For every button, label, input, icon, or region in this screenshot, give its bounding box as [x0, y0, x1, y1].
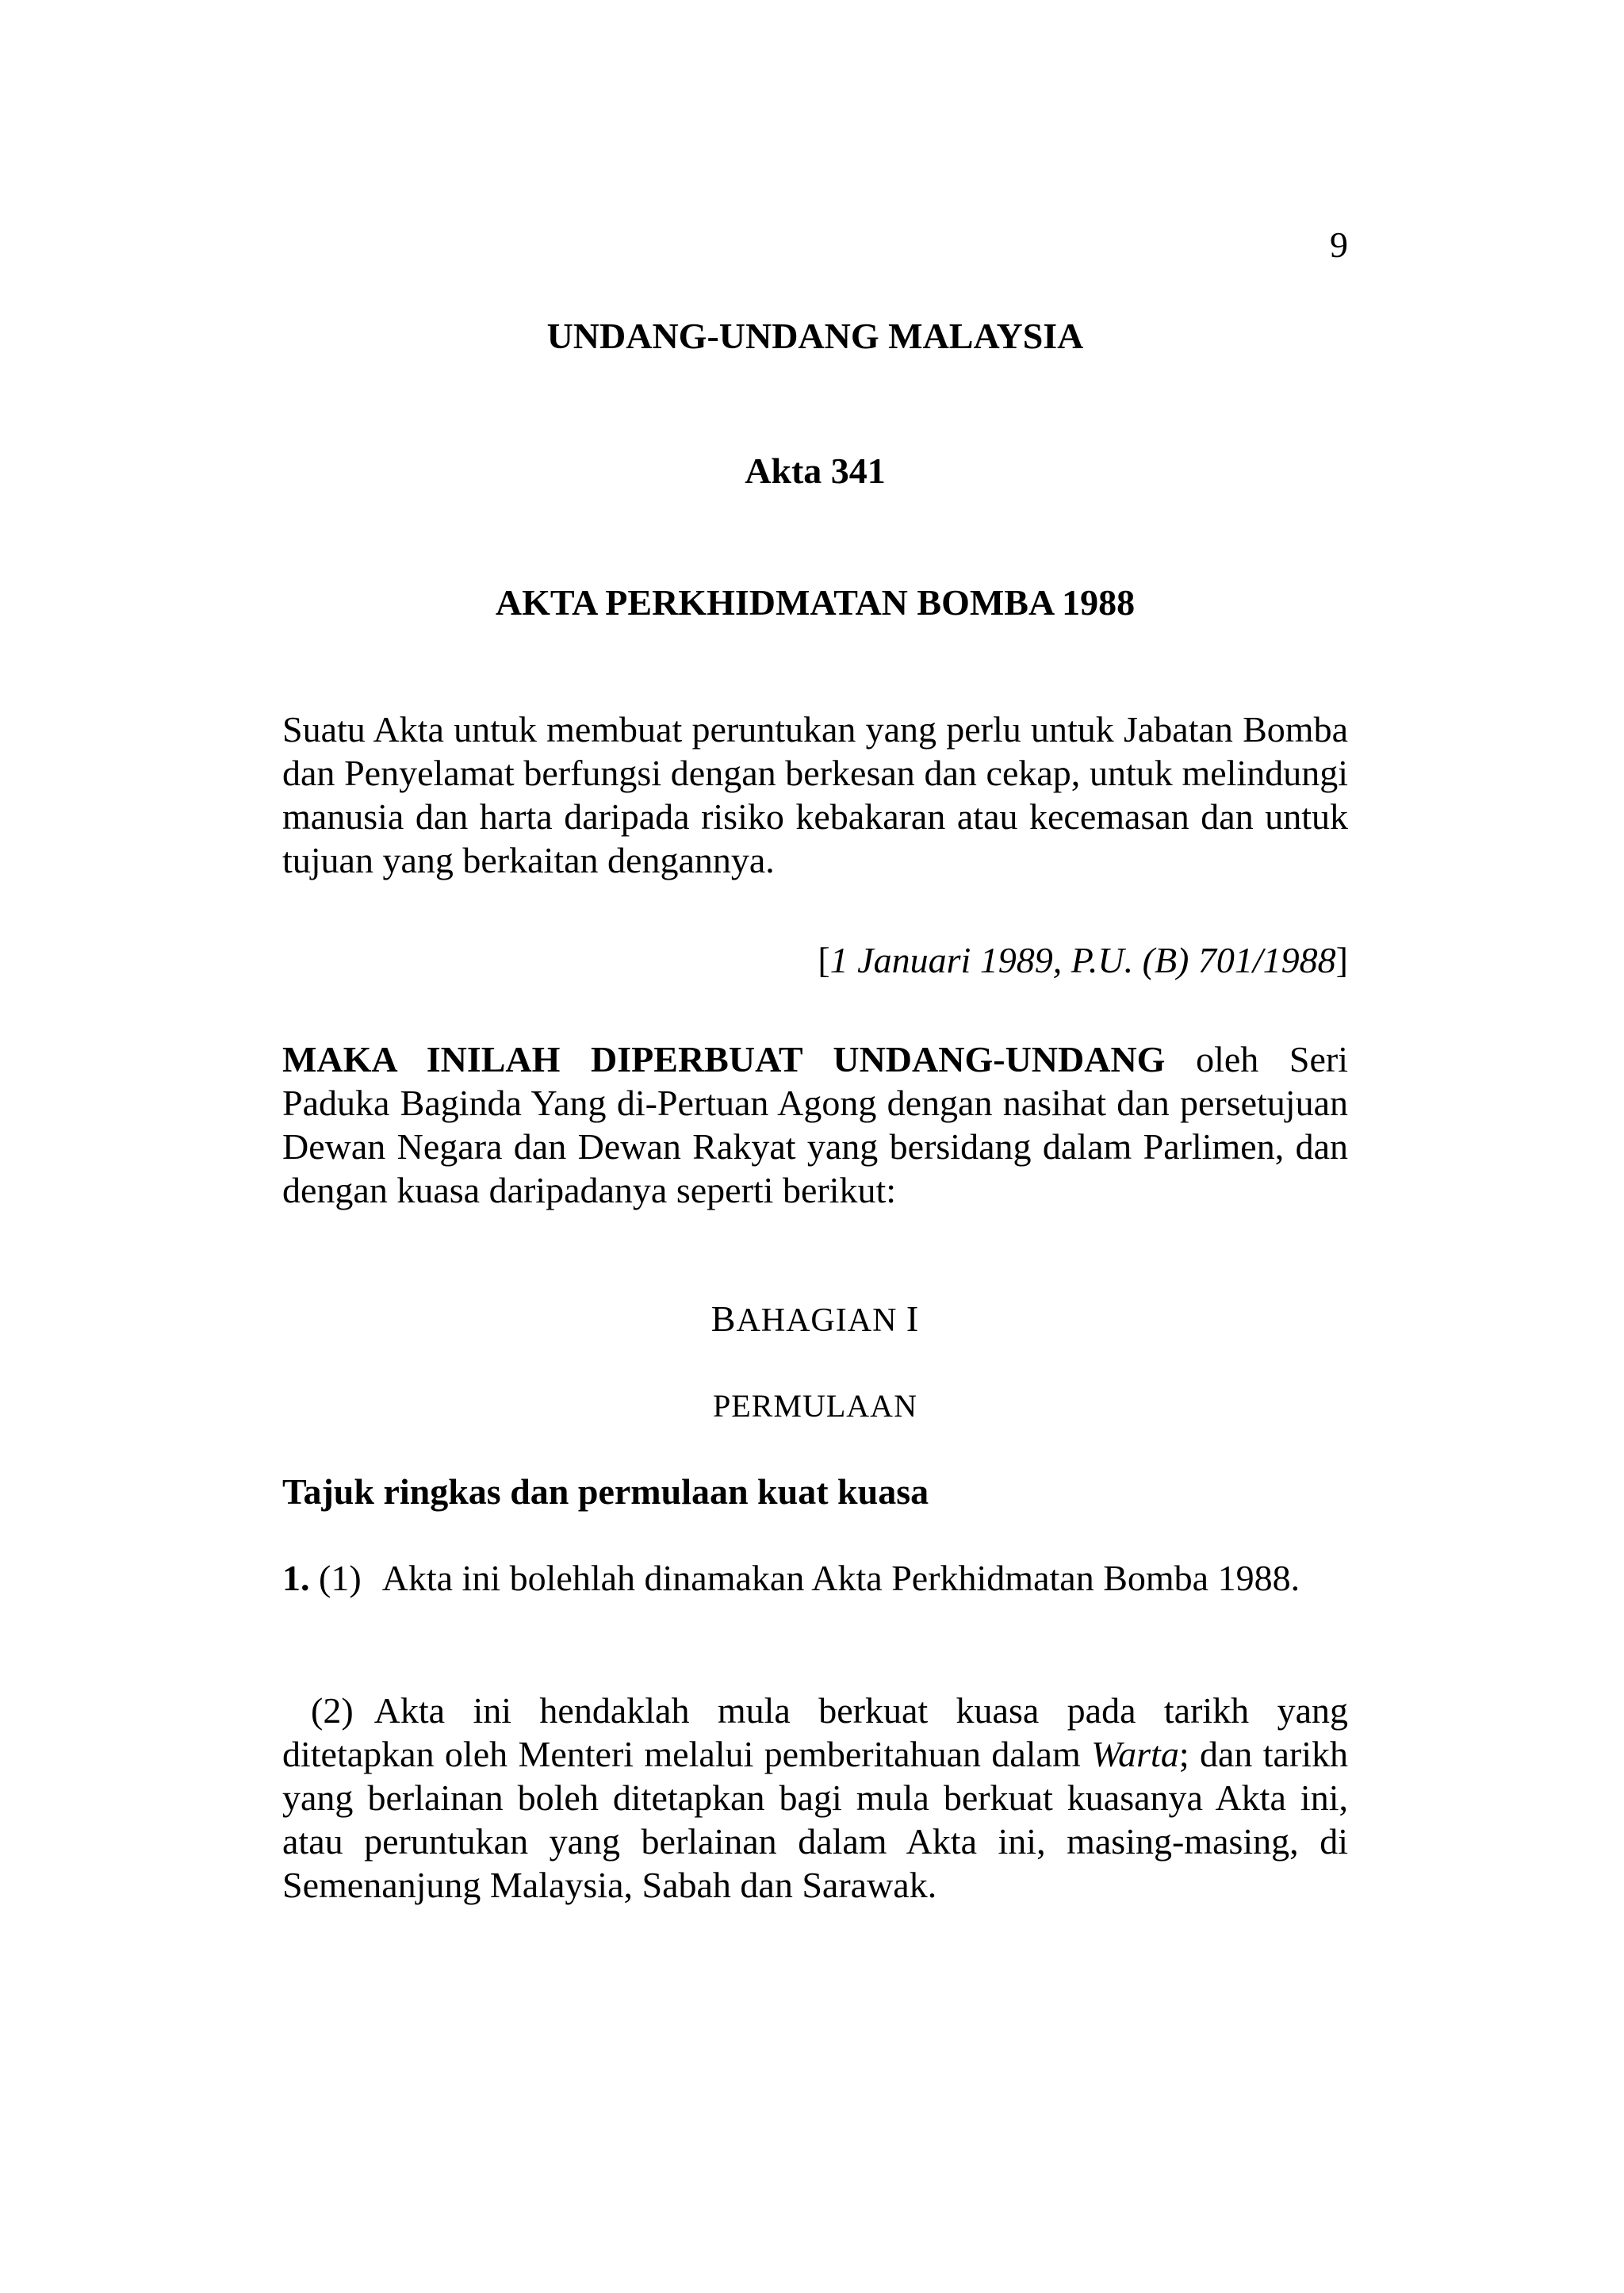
act-name: AKTA PERKHIDMATAN BOMBA 1988	[495, 582, 1136, 623]
subsection-2	[282, 1689, 1348, 1907]
subsection-2-text-before: Akta ini hendaklah mula berkuat kuasa pada tarikh yang ditetapkan oleh Menteri melalui pemberitahuan dalam	[282, 1690, 1348, 1774]
subsection-1-text: Akta ini bolehlah dinamakan Akta Perkhidmatan Bomba 1988.	[381, 1558, 1300, 1598]
section-number: 1.	[282, 1558, 310, 1598]
part-heading-initial: B	[710, 1298, 737, 1339]
subsection-2-label: (2)	[311, 1690, 354, 1731]
subsection-1-label: (1)	[319, 1558, 362, 1598]
bracket-open: [	[818, 940, 830, 980]
enacting-formula	[282, 1037, 1348, 1212]
warta-italic: Warta	[1091, 1734, 1179, 1774]
part-heading-numeral: I	[906, 1298, 920, 1339]
enacting-formula-text: oleh Seri Paduka Baginda Yang di-Pertuan Agong dengan nasihat dan persetujuan Dewan Negara dan Dewan Rakyat yang bersidang dalam Parlimen, dan dengan kuasa daripadanya seperti berikut:	[282, 1039, 1349, 1210]
enactment-date	[282, 938, 1348, 982]
long-title: Suatu Akta untuk membuat peruntukan yang perlu untuk Jabatan Bomba dan Penyelamat berfungsi dengan berkesan dan cekap, untuk melindungi manusia dan harta daripada risiko kebakaran atau kecemasan dan untuk tujuan yang berkaitan dengannya.	[282, 709, 1348, 880]
law-title: UNDANG-UNDANG MALAYSIA	[546, 316, 1084, 356]
subsection-1	[282, 1556, 1348, 1600]
section-heading: Tajuk ringkas dan permulaan kuat kuasa	[282, 1471, 929, 1512]
act-number: Akta 341	[745, 451, 886, 491]
subsection-2-text-after: ; dan tarikh yang berlainan boleh ditetapkan bagi mula berkuat kuasanya Akta ini, atau peruntukan yang berlainan dalam Akta ini, masing-masing, di Semenanjung Malaysia, Sabah dan Sarawak.	[282, 1734, 1348, 1905]
page-number: 9	[1330, 224, 1348, 265]
enacting-formula-lead: MAKA INILAH DIPERBUAT UNDANG-UNDANG	[282, 1039, 1166, 1079]
part-heading	[282, 1298, 1348, 1339]
bracket-close: ]	[1335, 940, 1348, 980]
part-title: PERMULAAN	[713, 1388, 917, 1424]
enactment-date-text: 1 Januari 1989, P.U. (B) 701/1988	[829, 940, 1336, 980]
part-heading-rest: AHAGIAN	[736, 1302, 898, 1339]
